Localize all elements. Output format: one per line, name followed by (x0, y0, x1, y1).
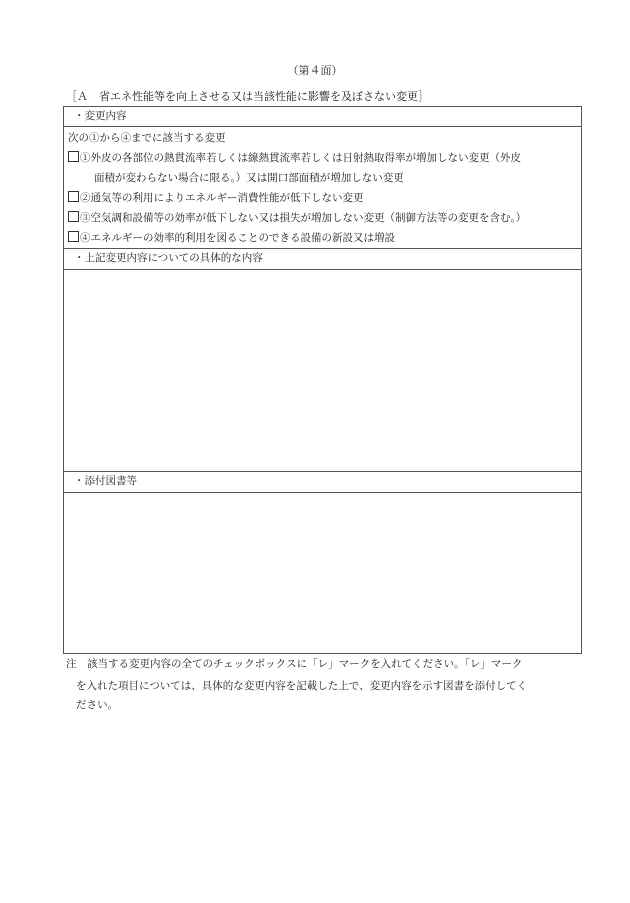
change-content-intro: 次の①から④までに該当する変更 (68, 132, 226, 144)
form-box (63, 106, 582, 654)
checkbox-option-3[interactable] (68, 211, 79, 222)
checkbox-option-1[interactable] (68, 151, 79, 162)
note-line-2: を入れた項目については、具体的な変更内容を記載した上で、変更内容を示す図書を添付してく (76, 680, 528, 692)
change-content-header: ・変更内容 (64, 107, 581, 127)
section-heading: ［Ａ 省エネ性能等を向上させる又は当該性能に影響を及ぼさない変更］ (66, 90, 429, 103)
option-1 (68, 151, 521, 165)
option-2-label: ②通気等の利用によりエネルギー消費性能が低下しない変更 (80, 192, 364, 204)
note-line-3: ださい。 (76, 699, 118, 711)
checkbox-option-4[interactable] (68, 231, 79, 242)
page-number: （第４面） (287, 64, 343, 77)
option-3-label: ③空気調和設備等の効率が低下しない又は損失が増加しない変更（制御方法等の変更を含む。） (80, 212, 527, 224)
checkbox-option-2[interactable] (68, 191, 79, 202)
option-3 (68, 211, 526, 225)
attachments-header: ・添付図書等 (64, 471, 581, 493)
note-line-1: 注 該当する変更内容の全てのチェックボックスに「レ」マークを入れてください。「レ」マーク (66, 658, 523, 670)
option-2 (68, 191, 364, 205)
option-1-label: ①外皮の各部位の熱貫流率若しくは線熱貫流率若しくは日射熱取得率が増加しない変更（外皮 (80, 152, 521, 164)
specific-content-header: ・上記変更内容についての具体的な内容 (64, 248, 581, 270)
option-4 (68, 231, 395, 245)
specific-content-field[interactable] (64, 270, 581, 471)
option-4-label: ④エネルギーの効率的利用を図ることのできる設備の新設又は増設 (80, 232, 395, 244)
attachments-field[interactable] (64, 493, 581, 653)
option-1-continued: 面積が変わらない場合に限る。）又は開口部面積が増加しない変更 (94, 172, 404, 184)
